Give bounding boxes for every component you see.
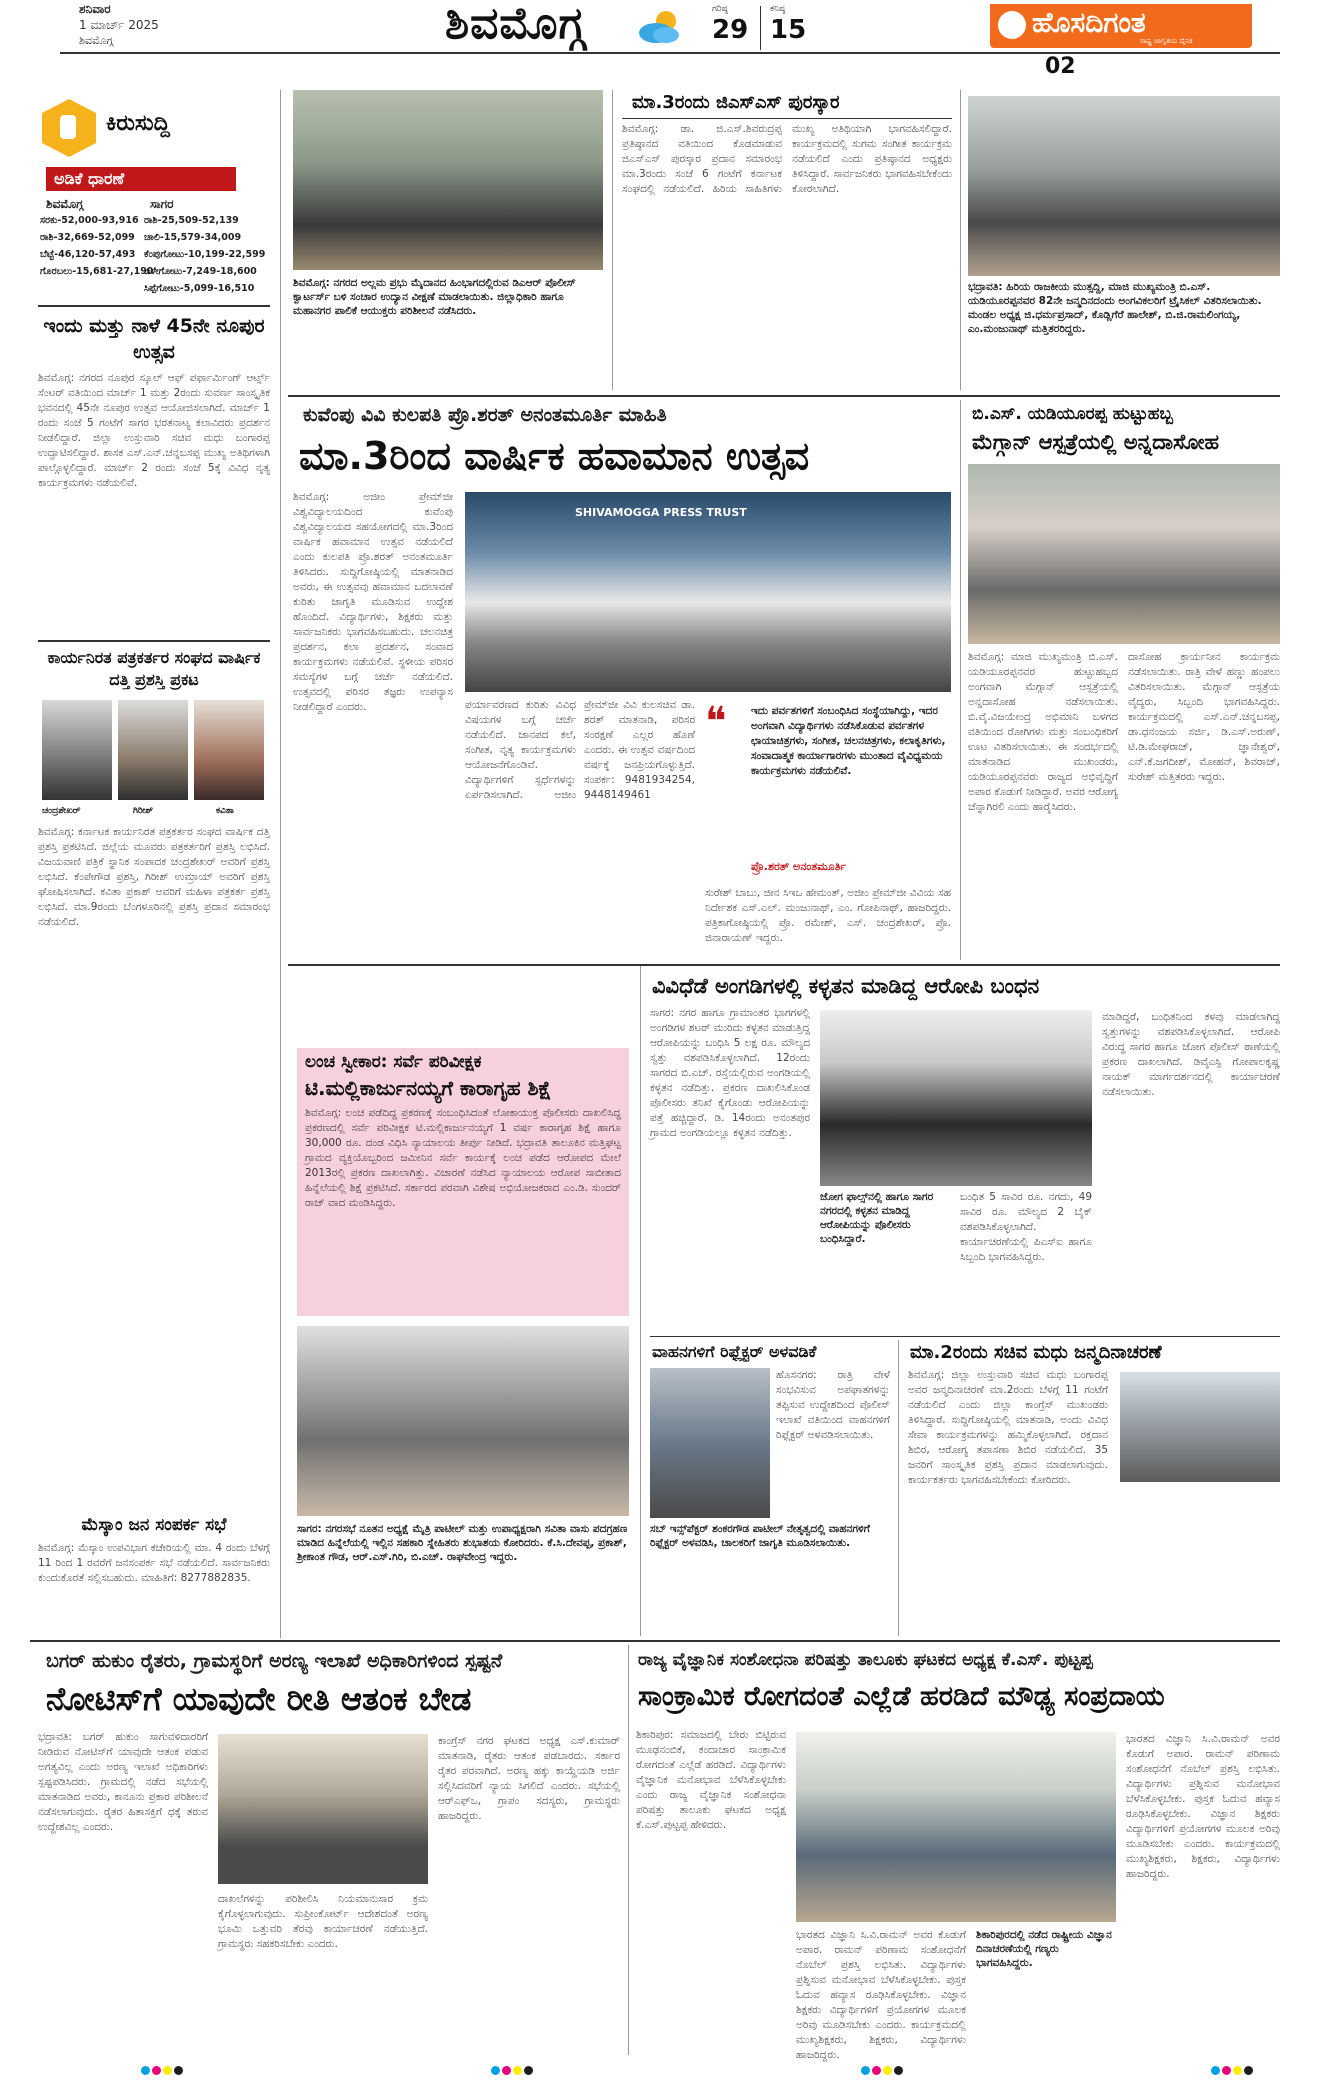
theft-body-2: ಬಂಧಿತ 5 ಸಾವಿರ ರೂ. ನಗದು, 49 ಸಾವಿರ ರೂ. ಮೌಲ್ಯದ 2 ಬೈಕ್ ವಶಪಡಿಸಿಕೊಳ್ಳಲಾಗಿದೆ. ಕಾರ್ಯಾಚರಣೆಯಲ್ಲಿ ಪಿಎಸ್‌ಐ ಹಾಗೂ ಸಿಬ್ಬಂದಿ ಭಾಗವಹಿಸಿದ್ದರು. (960, 1191, 1092, 1263)
lead-body-2: ಪರ್ಯಾವರಣದ ಕುರಿತು ವಿವಿಧ ವಿಷಯಗಳ ಬಗ್ಗೆ ಚರ್ಚೆ ನಡೆಯಲಿದೆ. ಜಾನಪದ ಕಲೆ, ಸಂಗೀತ, ನೃತ್ಯ ಕಾರ್ಯಕ್ರಮಗಳು ಆಯೋಜನೆಗೊಂಡಿವೆ. ವಿದ್ಯಾರ್ಥಿಗಳಿಗೆ ಸ್ಪರ್ಧೆಗಳನ್ನು ಏರ್ಪಡಿಸಲಾಗಿದೆ. ಅಜೀಂ ಪ್ರೇಮ್‌ಜೀ ವಿವಿ ಕುಲಸಚಿವ ಡಾ. ಶರತ್ ಮಾತನಾಡಿ, ಪರಿಸರ ಸಂರಕ್ಷಣೆ ಎಲ್ಲರ ಹೊಣೆ ಎಂದರು. ಈ ಉತ್ಸವ ವರ್ಷದಿಂದ ವರ್ಷಕ್ಕೆ ಜನಪ್ರಿಯಗೊಳ್ಳುತ್ತಿದೆ. ಸಂಪರ್ಕ: 9481934254, 9448149461 (465, 699, 695, 801)
reflector-body: ಹೊಸನಗರ: ರಾತ್ರಿ ವೇಳೆ ಸಂಭವಿಸುವ ಅಪಘಾತಗಳನ್ನು ತಪ್ಪಿಸುವ ಉದ್ದೇಶದಿಂದ ಪೊಲೀಸ್ ಇಲಾಖೆ ವತಿಯಿಂದ ವಾಹನಗಳಿಗೆ ರಿಫ್ಲೆಕ್ಟರ್ ಅಳವಡಿಸಲಾಯಿತು. (776, 1369, 890, 1441)
reg-mark-group (140, 2060, 184, 2079)
arecanut-cell: ಚಾಲಿ-15,579-34,009 (144, 232, 242, 243)
mescom-body: ಶಿವಮೊಗ್ಗ: ಮೆಸ್ಕಾಂ ಉಪವಿಭಾಗ ಕಚೇರಿಯಲ್ಲಿ ಮಾ. 4 ರಂದು ಬೆಳಗ್ಗೆ 11 ರಿಂದ 1 ರವರೆಗೆ ಜನಸಂಪರ್ಕ ಸಭೆ ನಡೆಯಲಿದೆ. ಸಾರ್ವಜನಿಕರು ಕುಂದುಕೊರತೆ ಸಲ್ಲಿಸಬಹುದು. ಮಾಹಿತಿಗೆ: 8277882835. (38, 1542, 270, 1584)
lead-body-1: ಶಿವಮೊಗ್ಗ: ಅಜೀಂ ಪ್ರೇಮ್‌ಜೀ ವಿಶ್ವವಿದ್ಯಾಲಯದಿಂದ ಕುವೆಂಪು ವಿಶ್ವವಿದ್ಯಾಲಯದ ಸಹಯೋಗದಲ್ಲಿ ಮಾ.3ರಿಂದ ವಾರ್ಷಿಕ ಹವಾಮಾನ ಉತ್ಸವ ನಡೆಯಲಿದೆ ಎಂದು ಕುಲಪತಿ ಪ್ರೊ.ಶರತ್ ಅನಂತಮೂರ್ತಿ ತಿಳಿಸಿದರು. ಸುದ್ದಿಗೋಷ್ಠಿಯಲ್ಲಿ ಮಾತನಾಡಿದ ಅವರು, ಈ ಉತ್ಸವವು ಹವಾಮಾನ ಬದಲಾವಣೆ ಕುರಿತು ಜಾಗೃತಿ ಮೂಡಿಸುವ ಉದ್ದೇಶ ಹೊಂದಿದೆ. ವಿದ್ಯಾರ್ಥಿಗಳು, ಶಿಕ್ಷಕರು ಮತ್ತು ಸಾರ್ವಜನಿಕರು ಭಾಗವಹಿಸಬಹುದು. ಚಲನಚಿತ್ರ ಪ್ರದರ್ಶನ, ಕಲಾ ಪ್ರದರ್ಶನ, ಸಂವಾದ ಕಾರ್ಯಕ್ರಮಗಳು ನಡೆಯಲಿವೆ. ಸ್ಥಳೀಯ ಪರಿಸರ ಸಮಸ್ಯೆಗಳ ಬಗ್ಗೆ ಚರ್ಚೆ ನಡೆಯಲಿದೆ. ಉತ್ಸವದಲ್ಲಿ ಪರಿಸರ ತಜ್ಞರು ಉಪನ್ಯಾಸ ನೀಡಲಿದ್ದಾರೆ ಎಂದರು. (293, 491, 453, 713)
arecanut-row (38, 266, 270, 283)
sagar-caption: ಸಾಗರ: ನಗರಸಭೆ ನೂತನ ಅಧ್ಯಕ್ಷೆ ಮೈತ್ರಿ ಪಾಟೀಲ್ ಮತ್ತು ಉಪಾಧ್ಯಕ್ಷರಾಗಿ ಸವಿತಾ ವಾಸು ಪದಗ್ರಹಣ ಮಾಡಿದ ಹಿನ್ನೆಲೆಯಲ್ಲಿ ಇಲ್ಲಿನ ಸಹಕಾರಿ ಸ್ನೇಹಿತರು ಶುಭಾಶಯ ಕೋರಿದರು. ಕೆ.ಸಿ.ದೇವಪ್ಪ, ಪ್ರಕಾಶ್, ಶ್ರೀಕಾಂತ ಗೌಡ, ಆರ್.ಎಸ್.ಗಿರಿ, ಬಿ.ಎಚ್. ರಾಘವೇಂದ್ರ ಇದ್ದರು. (297, 1523, 628, 1563)
reg-dot (163, 2066, 172, 2075)
min-temp: 15 (770, 15, 807, 45)
reg-dot (152, 2066, 161, 2075)
lead-story (293, 402, 953, 962)
theft-headline: ವಿವಿಧೆಡೆ ಅಂಗಡಿಗಳಲ್ಲಿ ಕಳ್ಳತನ ಮಾಡಿದ್ದ ಆರೋಪಿ ಬಂಧನ (652, 974, 1040, 998)
reg-dot (502, 2066, 511, 2075)
award-body: ಶಿವಮೊಗ್ಗ: ಕರ್ನಾಟಕ ಕಾರ್ಯನಿರತ ಪತ್ರಕರ್ತರ ಸಂಘದ ವಾರ್ಷಿಕ ದತ್ತಿ ಪ್ರಶಸ್ತಿ ಪ್ರಕಟಿಸಿದೆ. ಜಿಲ್ಲೆಯ ಮೂವರು ಪತ್ರಕರ್ತರಿಗೆ ಪ್ರಶಸ್ತಿ ಲಭಿಸಿದೆ. ವಿಜಯವಾಣಿ ಪತ್ರಿಕೆ ಸ್ಥಾನಿಕ ಸಂಪಾದಕ ಚಂದ್ರಶೇಖರ್ ಅವರಿಗೆ ಪ್ರಶಸ್ತಿ ಲಭಿಸಿದೆ. ಕೆಂಪೇಗೌಡ ಪ್ರಶಸ್ತಿ, ಗಿರೀಶ್ ಉಮ್ರಾಯ್ ಅವರಿಗೆ ಪ್ರಶಸ್ತಿ ಘೋಷಿಸಲಾಗಿದೆ. ಕವಿತಾ ಪ್ರಕಾಶ್ ಅವರಿಗೆ ಮಹಿಳಾ ಪತ್ರಕರ್ತ ಪ್ರಶಸ್ತಿ ಲಭಿಸಿದೆ. ಮಾ.9ರಂದು ಬೆಂಗಳೂರಿನಲ್ಲಿ ಪ್ರಶಸ್ತಿ ಪ್ರದಾನ ಸಮಾರಂಭ ನಡೆಯಲಿದೆ. (38, 826, 270, 928)
bribery-headline: ಟಿ.ಮಲ್ಲಿಕಾರ್ಜುನಯ್ಯಗೆ ಕಾರಾಗೃಹ ಶಿಕ್ಷೆ (305, 1076, 552, 1100)
reg-dot (174, 2066, 183, 2075)
photo (968, 96, 1280, 276)
arecanut-cell: ಗೊರಬಲು-15,681-27,190 (40, 266, 154, 277)
photo (1120, 1372, 1280, 1482)
reg-dot (1244, 2066, 1253, 2075)
press-photo: SHIVAMOGGA PRESS TRUST (465, 492, 951, 692)
reg-dot (524, 2066, 533, 2075)
date: 1 ಮಾರ್ಚ್ 2025 (79, 18, 159, 32)
traffic-caption: ಶಿವಮೊಗ್ಗ: ನಗರದ ಅಲ್ಲಮ ಪ್ರಭು ಮೈದಾನದ ಹಿಂಭಾಗದಲ್ಲಿರುವ ಡಿಎಆರ್ ಪೊಲೀಸ್ ಕ್ವಾರ್ಟರ್ಸ್ ಬಳಿ ಸಂಚಾರ ಉದ್ಯಾನ ವೀಕ್ಷಣೆ ಮಾಡಲಾಯಿತು. ಜಿಲ್ಲಾಧಿಕಾರಿ ಹಾಗೂ ಮಹಾನಗರ ಪಾಲಿಕೆ ಆಯುಕ್ತರು ಪರಿಶೀಲನೆ ನಡೆಸಿದರು. (293, 277, 576, 317)
bribery-kicker: ಲಂಚ ಸ್ವೀಕಾರ: ಸರ್ವೆ ಪರಿವೀಕ್ಷಕ (305, 1052, 482, 1072)
reg-dot (883, 2066, 892, 2075)
madhu-headline: ಮಾ.2ರಂದು ಸಚಿವ ಮಧು ಜನ್ಮದಿನಾಚರಣೆ (910, 1342, 1162, 1363)
arecanut-cell: ಕೆಂಪುಗೋಟು-10,199-22,599 (144, 249, 266, 260)
forest-body-2: ದಾಖಲೆಗಳನ್ನು ಪರಿಶೀಲಿಸಿ ನಿಯಮಾನುಸಾರ ಕ್ರಮ ಕೈಗೊಳ್ಳಲಾಗುವುದು. ಸುಪ್ರೀಂಕೋರ್ಟ್ ಆದೇಶದಂತೆ ಅರಣ್ಯ ಭೂಮಿ ಒತ್ತುವರಿ ತೆರವು ಕಾರ್ಯಾಚರಣೆ ನಡೆಯುತ್ತಿದೆ. ಗ್ರಾಮಸ್ಥರು ಸಹಕರಿಸಬೇಕು ಎಂದರು. (218, 1893, 428, 1950)
mescom-headline: ಮೆಸ್ಕಾಂ ಜನ ಸಂಪರ್ಕ ಸಭೆ (81, 1515, 227, 1535)
forest-story (38, 1648, 620, 2053)
max-label: ಗರಿಷ್ಠ (712, 4, 728, 14)
bsy-story (968, 402, 1280, 962)
arecanut-cell: ರಾಶಿ-25,509-52,139 (144, 215, 239, 226)
logo-icon (998, 11, 1026, 39)
science-headline: ಸಾಂಕ್ರಾಮಿಕ ರೋಗದಂತೆ ಎಲ್ಲೆಡೆ ಹರಡಿದೆ ಮೌಢ್ಯ ಸಂಪ್ರದಾಯ (638, 1681, 1165, 1712)
brand-logo: ಹೊಸದಿಗಂತ ರಾಷ್ಟ್ರ ಜಾಗೃತಿಯ ದೈನಿಕ (990, 4, 1252, 48)
lead-kicker: ಕುವೆಂಪು ವಿವಿ ಕುಲಪತಿ ಪ್ರೊ.ಶರತ್ ಅನಂತಮೂರ್ತಿ ಮಾಹಿತಿ (303, 404, 667, 426)
day: ಶನಿವಾರ (79, 2, 111, 16)
reg-mark-group (1210, 2060, 1254, 2079)
reg-dot (491, 2066, 500, 2075)
science-kicker: ರಾಜ್ಯ ವೈಜ್ಞಾನಿಕ ಸಂಶೋಧನಾ ಪರಿಷತ್ತು ತಾಲೂಕು ಘಟಕದ ಅಧ್ಯಕ್ಷ ಕೆ.ಎಸ್. ಪುಟ್ಟಪ್ಪ (638, 1650, 1093, 1670)
science-body-1: ಶಿಕಾರಿಪುರ: ಸಮಾಜದಲ್ಲಿ ಬೇರು ಬಿಟ್ಟಿರುವ ಮೂಢನಂಬಿಕೆ, ಕಂದಾಚಾರ ಸಾಂಕ್ರಾಮಿಕ ರೋಗದಂತೆ ಎಲ್ಲೆಡೆ ಹರಡಿದೆ. ವಿದ್ಯಾರ್ಥಿಗಳು ವೈಜ್ಞಾನಿಕ ಮನೋಭಾವ ಬೆಳೆಸಿಕೊಳ್ಳಬೇಕು ಎಂದು ರಾಜ್ಯ ವೈಜ್ಞಾನಿಕ ಸಂಶೋಧನಾ ಪರಿಷತ್ತು ತಾಲೂಕು ಘಟಕದ ಅಧ್ಯಕ್ಷ ಕೆ.ಎಸ್.ಪುಟ್ಟಪ್ಪ ಹೇಳಿದರು. (636, 1729, 786, 1831)
award-headline: ಕಾರ್ಯನಿರತ ಪತ್ರಕರ್ತರ ಸಂಘದ ವಾರ್ಷಿಕ ದತ್ತಿ ಪ್ರಶಸ್ತಿ ಪ್ರಕಟ (47, 648, 261, 689)
nupura-headline: ಇಂದು ಮತ್ತು ನಾಳೆ 45ನೇ ನೂಪುರ ಉತ್ಸವ (43, 315, 265, 363)
reg-mark-group (490, 2060, 534, 2079)
bribery-body: ಶಿವಮೊಗ್ಗ: ಲಂಚ ಪಡೆದಿದ್ದ ಪ್ರಕರಣಕ್ಕೆ ಸಂಬಂಧಿಸಿದಂತೆ ಲೋಕಾಯುಕ್ತ ಪೊಲೀಸರು ದಾಖಲಿಸಿದ್ದ ಪ್ರಕರಣದಲ್ಲಿ ಸರ್ವೆ ಪರಿವೀಕ್ಷಕ ಟಿ.ಮಲ್ಲಿಕಾರ್ಜುನಯ್ಯಗೆ 1 ವರ್ಷ ಕಾರಾಗೃಹ ಶಿಕ್ಷೆ ಹಾಗೂ 30,000 ರೂ. ದಂಡ ವಿಧಿಸಿ ನ್ಯಾಯಾಲಯ ತೀರ್ಪು ನೀಡಿದೆ. ಭದ್ರಾವತಿ ತಾಲೂಕಿನ ಮತ್ತಿಘಟ್ಟ ಗ್ರಾಮದ ವ್ಯಕ್ತಿಯೊಬ್ಬರಿಂದ ಜಮೀನಿನ ಸರ್ವೆ ಕಾರ್ಯಕ್ಕೆ ಲಂಚ ಪಡೆದ ಆರೋಪದ ಮೇಲೆ 2013ರಲ್ಲಿ ಪ್ರಕರಣ ದಾಖಲಾಗಿತ್ತು. ವಿಚಾರಣೆ ನಡೆಸಿದ ನ್ಯಾಯಾಲಯ ಆರೋಪ ಸಾಬೀತಾದ ಹಿನ್ನೆಲೆಯಲ್ಲಿ ಶಿಕ್ಷೆ ಪ್ರಕಟಿಸಿದೆ. ಸರ್ಕಾರದ ಪರವಾಗಿ ವಿಶೇಷ ಅಭಿಯೋಜಕರಾದ ಎಂ.ಡಿ. ಸುಂದರ್ ರಾಜ್ ವಾದ ಮಂಡಿಸಿದ್ದರು. (305, 1107, 621, 1209)
photo (297, 1326, 629, 1516)
science-body-3: ಭಾರತದ ವಿಜ್ಞಾನಿ ಸಿ.ವಿ.ರಾಮನ್ ಅವರ ಕೊಡುಗೆ ಅಪಾರ. ರಾಮನ್ ಪರಿಣಾಮ ಸಂಶೋಧನೆಗೆ ನೊಬೆಲ್ ಪ್ರಶಸ್ತಿ ಲಭಿಸಿತು. ವಿದ್ಯಾರ್ಥಿಗಳು ಪ್ರಶ್ನಿಸುವ ಮನೋಭಾವ ಬೆಳೆಸಿಕೊಳ್ಳಬೇಕು. ಪುಸ್ತಕ ಓದುವ ಹವ್ಯಾಸ ರೂಢಿಸಿಕೊಳ್ಳಬೇಕು. ವಿಜ್ಞಾನ ಶಿಕ್ಷಕರು ವಿದ್ಯಾರ್ಥಿಗಳಿಗೆ ಪ್ರಯೋಗಗಳ ಮೂಲಕ ಅರಿವು ಮೂಡಿಸಬೇಕು ಎಂದರು. ಕಾರ್ಯಕ್ರಮದಲ್ಲಿ ಮುಖ್ಯಶಿಕ್ಷಕರು, ಶಿಕ್ಷಕರು, ವಿದ್ಯಾರ್ಥಿಗಳು ಹಾಜರಿದ್ದರು. (1126, 1733, 1280, 1880)
madhu-body: ಶಿವಮೊಗ್ಗ: ಜಿಲ್ಲಾ ಉಸ್ತುವಾರಿ ಸಚಿವ ಮಧು ಬಂಗಾರಪ್ಪ ಅವರ ಜನ್ಮದಿನಾಚರಣೆ ಮಾ.2ರಂದು ಬೆಳಗ್ಗೆ 11 ಗಂಟೆಗೆ ನಡೆಯಲಿದೆ ಎಂದು ಜಿಲ್ಲಾ ಕಾಂಗ್ರೆಸ್ ಮುಖಂಡರು ತಿಳಿಸಿದ್ದಾರೆ. ಸುದ್ದಿಗೋಷ್ಠಿಯಲ್ಲಿ ಮಾತನಾಡಿ, ಅಂದು ವಿವಿಧ ಸೇವಾ ಕಾರ್ಯಕ್ರಮಗಳನ್ನು ಹಮ್ಮಿಕೊಳ್ಳಲಾಗಿದೆ. ರಕ್ತದಾನ ಶಿಬಿರ, ಆರೋಗ್ಯ ತಪಾಸಣಾ ಶಿಬಿರ ನಡೆಯಲಿದೆ. 35 ಜನರಿಗೆ ಸಾಂಸ್ಕೃತಿಕ ಪ್ರಶಸ್ತಿ ಪ್ರದಾನ ಮಾಡಲಾಗುವುದು. ಕಾರ್ಯಕರ್ತರು ಭಾಗವಹಿಸಬೇಕೆಂದು ಕೋರಿದರು. (908, 1369, 1108, 1486)
max-temp: 29 (712, 15, 749, 45)
science-caption: ಶಿಕಾರಿಪುರದಲ್ಲಿ ನಡೆದ ರಾಷ್ಟ್ರೀಯ ವಿಜ್ಞಾನ ದಿನಾಚರಣೆಯಲ್ಲಿ ಗಣ್ಯರು ಭಾಗವಹಿಸಿದ್ದರು. (976, 1929, 1112, 1969)
reg-dot (1233, 2066, 1242, 2075)
photo (650, 1368, 770, 1518)
forest-headline: ನೋಟಿಸ್‌ಗೆ ಯಾವುದೇ ರೀತಿ ಆತಂಕ ಬೇಡ (46, 1680, 472, 1718)
nupura-body: ಶಿವಮೊಗ್ಗ: ನಗರದ ನೂಪುರ ಸ್ಕೂಲ್ ಆಫ್ ಪರ್ಫಾರ್ಮಿಂಗ್ ಆರ್ಟ್ಸ್ ಸೆಂಟರ್ ವತಿಯಿಂದ ಮಾರ್ಚ್ 1 ಮತ್ತು 2ರಂದು ಸುವರ್ಣ ಸಾಂಸ್ಕೃತಿಕ ಭವನದಲ್ಲಿ 45ನೇ ನೂಪುರ ಉತ್ಸವ ಆಯೋಜಿಸಲಾಗಿದೆ. ಮಾರ್ಚ್ 1 ರಂದು ಸಂಜೆ 5 ಗಂಟೆಗೆ ಸಾಗರ ಭರತನಾಟ್ಯ ಕಲಾವಿದರು ಪ್ರದರ್ಶನ ನೀಡಲಿದ್ದಾರೆ. ಜಿಲ್ಲಾ ಉಸ್ತುವಾರಿ ಸಚಿವ ಮಧು ಬಂಗಾರಪ್ಪ ಉದ್ಘಾಟಿಸಲಿದ್ದಾರೆ. ಶಾಸಕ ಎಸ್.ಎನ್.ಚನ್ನಬಸಪ್ಪ ಮುಖ್ಯ ಅತಿಥಿಗಳಾಗಿ ಪಾಲ್ಗೊಳ್ಳಲಿದ್ದಾರೆ. ಮಾರ್ಚ್ 2 ರಂದು ಸಂಜೆ 5ಕ್ಕೆ ವಿವಿಧ ನೃತ್ಯ ಕಾರ್ಯಕ್ರಮಗಳು ನಡೆಯಲಿವೆ. (38, 372, 270, 489)
reg-dot (861, 2066, 870, 2075)
arecanut-row (38, 215, 270, 232)
kirusuddi-logo: ಕಿರುಸುದ್ದಿ (38, 97, 208, 159)
quote-icon: ❝ (705, 699, 727, 745)
hand-icon (38, 97, 100, 159)
tricycle-story (968, 96, 1280, 396)
masthead (0, 0, 1337, 82)
quote-author: ಪ್ರೊ.ಶರತ್ ಅನಂತಮೂರ್ತಿ (751, 860, 847, 873)
arecanut-banner: ಅಡಿಕೆ ಧಾರಣೆ (46, 167, 236, 191)
arecanut-cell: ಬೆಟ್ಟೆ-46,120-57,493 (40, 249, 136, 260)
theft-story (650, 972, 1280, 1332)
gss-headline: ಮಾ.3ರಂದು ಜಿಎಸ್‌ಎಸ್ ಪುರಸ್ಕಾರ (632, 92, 840, 113)
lead-body-3: ಸುರೇಶ್ ಬಾಬು, ಜೀನ ಸಿಇಒ ಹೇಮಂತ್, ಅಜೀಂ ಪ್ರೇಮ್‌ಜೀ ವಿವಿಯ ಸಹ ನಿರ್ದೇಶಕ ಎಸ್.ಎಲ್. ಮಂಜುನಾಥ್, ಎಂ. ಗೋಪಿನಾಥ್, ಹಾಜರಿದ್ದರು. ಪತ್ರಿಕಾಗೋಷ್ಠಿಯಲ್ಲಿ ಪ್ರೊ. ರಮೇಶ್, ಎಸ್. ಚಂದ್ರಶೇಖರ್, ಪ್ರೊ. ಜಿನಾರಾಯಣ್ ಇದ್ದರು. (705, 887, 951, 944)
bribery-story (297, 1048, 629, 1316)
science-story (636, 1648, 1280, 2061)
pull-quote: ❝ ಇದು ಪರ್ವತಗಳಿಗೆ ಸಂಬಂಧಿಸಿದ ಸಂಸ್ಥೆಯಾಗಿದ್ದು, ಇದರ ಅಂಗವಾಗಿ ವಿದ್ಯಾರ್ಥಿಗಳು ನಡೆಸಿಕೊಡುವ ಪರ್ವತಗಳ ಛಾಯಾಚಿತ್ರಗಳು, ಸಂಗೀತ, ಚಲನಚಿತ್ರಗಳು, ಕಲಾಕೃತಿಗಳು, ಸಂವಾದಾತ್ಮಕ ಕಾರ್ಯಾಗಾರಗಳು ಮುಂತಾದ ವೈವಿಧ್ಯಮಯ ಕಾರ್ಯಕ್ರಮಗಳು ನಡೆಯಲಿವೆ. ಪ್ರೊ.ಶರತ್ ಅನಂತಮೂರ್ತಿ (705, 699, 946, 873)
forest-body-1: ಭದ್ರಾವತಿ: ಬಗರ್ ಹುಕುಂ ಸಾಗುವಳಿದಾರರಿಗೆ ನೀಡಿರುವ ನೋಟಿಸ್‌ಗೆ ಯಾವುದೇ ಆತಂಕ ಪಡುವ ಅಗತ್ಯವಿಲ್ಲ ಎಂದು ಅರಣ್ಯ ಇಲಾಖೆ ಅಧಿಕಾರಿಗಳು ಸ್ಪಷ್ಟಪಡಿಸಿದರು. ಗ್ರಾಮದಲ್ಲಿ ನಡೆದ ಸಭೆಯಲ್ಲಿ ಮಾತನಾಡಿದ ಅವರು, ಕಾನೂನು ಪ್ರಕಾರ ಪರಿಶೀಲನೆ ನಡೆಸಲಾಗುವುದು. ರೈತರ ಹಿತಾಸಕ್ತಿಗೆ ಧಕ್ಕೆ ತರುವ ಉದ್ದೇಶವಿಲ್ಲ ಎಂದರು. (38, 1731, 208, 1833)
gss-story (622, 90, 952, 390)
sagar-council-story (297, 1326, 629, 1616)
registration-marks (0, 2060, 1337, 2074)
arecanut-row (38, 232, 270, 249)
reg-dot (141, 2066, 150, 2075)
theft-caption: ಜೋಗ ಫಾಲ್ಸ್‌ನಲ್ಲಿ ಹಾಗೂ ಸಾಗರ ನಗರದಲ್ಲಿ ಕಳ್ಳತನ ಮಾಡಿದ್ದ ಆರೋಪಿಯನ್ನು ಪೊಲೀಸರು ಬಂಧಿಸಿದ್ದಾರೆ. (820, 1191, 934, 1245)
bsy-kicker: ಬಿ.ಎಸ್. ಯಡಿಯೂರಪ್ಪ ಹುಟ್ಟುಹಬ್ಬ (972, 404, 1173, 424)
photo (218, 1734, 428, 1884)
arecanut-row (38, 283, 270, 300)
reg-dot (1211, 2066, 1220, 2075)
traffic-park-story (293, 90, 603, 390)
bsy-headline: ಮೆಗ್ಗಾನ್ ಆಸ್ಪತ್ರೆಯಲ್ಲಿ ಅನ್ನದಾಸೋಹ (972, 430, 1220, 454)
arecanut-cell: ರಾಶಿ-32,669-52,099 (40, 232, 135, 243)
photo (820, 1010, 1092, 1186)
gss-body: ಶಿವಮೊಗ್ಗ: ಡಾ. ಜಿ.ಎಸ್.ಶಿವರುದ್ರಪ್ಪ ಪ್ರತಿಷ್ಠಾನದ ವತಿಯಿಂದ ಕೊಡಮಾಡುವ ಜಿಎಸ್‌ಎಸ್ ಪುರಸ್ಕಾರ ಪ್ರದಾನ ಸಮಾರಂಭ ಮಾ.3ರಂದು ಸಂಜೆ 6 ಗಂಟೆಗೆ ಕರ್ನಾಟಕ ಸಂಘದಲ್ಲಿ ನಡೆಯಲಿದೆ. ಹಿರಿಯ ಸಾಹಿತಿಗಳು ಮುಖ್ಯ ಅತಿಥಿಯಾಗಿ ಭಾಗವಹಿಸಲಿದ್ದಾರೆ. ಕಾರ್ಯಕ್ರಮದಲ್ಲಿ ಸುಗಮ ಸಂಗೀತ ಕಾರ್ಯಕ್ರಮ ನಡೆಯಲಿದೆ ಎಂದು ಪ್ರತಿಷ್ಠಾನದ ಅಧ್ಯಕ್ಷರು ತಿಳಿಸಿದ್ದಾರೆ. ಸಾರ್ವಜನಿಕರು ಭಾಗವಹಿಸಬೇಕೆಂದು ಕೋರಲಾಗಿದೆ. (622, 123, 952, 195)
award-photos: ಚಂದ್ರಶೇಖರ್ ಗಿರೀಶ್ ಕವಿತಾ (38, 700, 270, 820)
tricycle-caption: ಭದ್ರಾವತಿ: ಹಿರಿಯ ರಾಜಕೀಯ ಮುತ್ಸದ್ದಿ, ಮಾಜಿ ಮುಖ್ಯಮಂತ್ರಿ ಬಿ.ಎಸ್. ಯಡಿಯೂರಪ್ಪನವರ 82ನೇ ಜನ್ಮದಿನದಂದು ಅಂಗವಿಕಲರಿಗೆ ಟ್ರೈಸಿಕಲ್ ವಿತರಿಸಲಾಯಿತು. ಮಂಡಲ ಅಧ್ಯಕ್ಷ ಜಿ.ಧರ್ಮಪ್ರಸಾದ್, ಕೊಡ್ಲಿಗೆರೆ ಹಾಲೇಶ್, ಬಿ.ಜಿ.ರಾಮಲಿಂಗಯ್ಯ, ಎಂ.ಮಂಜುನಾಥ್ ಮತ್ತಿತರರಿದ್ದರು. (968, 281, 1262, 335)
weather-icon (636, 8, 682, 46)
left-column (38, 95, 270, 1640)
reflector-story (650, 1340, 890, 1636)
reflector-headline: ವಾಹನಗಳಿಗೆ ರಿಫ್ಲೆಕ್ಟರ್ ಅಳವಡಿಕೆ (652, 1342, 817, 1361)
arecanut-cell: ಸರಕು-52,000-93,916 (40, 215, 139, 226)
col-shivamogga: ಶಿವಮೊಗ್ಗ (46, 197, 84, 211)
arecanut-table (38, 215, 270, 300)
reg-dot (1222, 2066, 1231, 2075)
arecanut-cell: ಬಿಳೇಗೋಟು-7,249-18,600 (144, 266, 257, 277)
theft-body-3: ಮಾಡಿದ್ದರೆ, ಬಂಧಿತನಿಂದ ಕಳವು ಮಾಡಲಾಗಿದ್ದ ಸ್ವತ್ತುಗಳನ್ನು ವಶಪಡಿಸಿಕೊಳ್ಳಲಾಗಿದೆ. ಆರೋಪಿ ವಿರುದ್ಧ ಸಾಗರ ಹಾಗೂ ಜೋಗ ಪೊಲೀಸ್ ಠಾಣೆಯಲ್ಲಿ ಪ್ರಕರಣ ದಾಖಲಾಗಿದೆ. ಡಿವೈಎಸ್ಪಿ ಗೋಪಾಲಕೃಷ್ಣ ನಾಯಕ್ ಮಾರ್ಗದರ್ಶನದಲ್ಲಿ ಕಾರ್ಯಾಚರಣೆ ನಡೆಸಲಾಯಿತು. (1102, 1011, 1280, 1098)
min-label: ಕನಿಷ್ಠ (770, 4, 786, 14)
science-body-2: ಭಾರತದ ವಿಜ್ಞಾನಿ ಸಿ.ವಿ.ರಾಮನ್ ಅವರ ಕೊಡುಗೆ ಅಪಾರ. ರಾಮನ್ ಪರಿಣಾಮ ಸಂಶೋಧನೆಗೆ ನೊಬೆಲ್ ಪ್ರಶಸ್ತಿ ಲಭಿಸಿತು. ವಿದ್ಯಾರ್ಥಿಗಳು ಪ್ರಶ್ನಿಸುವ ಮನೋಭಾವ ಬೆಳೆಸಿಕೊಳ್ಳಬೇಕು. ಪುಸ್ತಕ ಓದುವ ಹವ್ಯಾಸ ರೂಢಿಸಿಕೊಳ್ಳಬೇಕು. ವಿಜ್ಞಾನ ಶಿಕ್ಷಕರು ವಿದ್ಯಾರ್ಥಿಗಳಿಗೆ ಪ್ರಯೋಗಗಳ ಮೂಲಕ ಅರಿವು ಮೂಡಿಸಬೇಕು ಎಂದರು. ಕಾರ್ಯಕ್ರಮದಲ್ಲಿ ಮುಖ್ಯಶಿಕ್ಷಕರು, ಶಿಕ್ಷಕರು, ವಿದ್ಯಾರ್ಥಿಗಳು ಹಾಜರಿದ್ದರು. (796, 1929, 966, 2061)
col-sagar: ಸಾಗರ (150, 197, 174, 211)
photo (968, 464, 1280, 644)
reg-dot (513, 2066, 522, 2075)
arecanut-row (38, 249, 270, 266)
reg-mark-group (860, 2060, 904, 2079)
place: ಶಿವಮೊಗ್ಗ (79, 34, 114, 47)
lead-headline: ಮಾ.3ರಿಂದ ವಾರ್ಷಿಕ ಹವಾಮಾನ ಉತ್ಸವ (299, 434, 810, 478)
city-title: ಶಿವಮೊಗ್ಗ (445, 0, 586, 49)
forest-body-3: ಕಾಂಗ್ರೆಸ್ ನಗರ ಘಟಕದ ಅಧ್ಯಕ್ಷ ಎಸ್.ಕುಮಾರ್ ಮಾತನಾಡಿ, ರೈತರು ಆತಂಕ ಪಡಬಾರದು. ಸರ್ಕಾರ ರೈತರ ಪರವಾಗಿದೆ. ಅರಣ್ಯ ಹಕ್ಕು ಕಾಯ್ದೆಯಡಿ ಅರ್ಜಿ ಸಲ್ಲಿಸಿದವರಿಗೆ ನ್ಯಾಯ ಸಿಗಲಿದೆ ಎಂದರು. ಸಭೆಯಲ್ಲಿ ಆರ್‌ಎಫ್‌ಒ, ಗ್ರಾಪಂ ಸದಸ್ಯರು, ಗ್ರಾಮಸ್ಥರು ಹಾಜರಿದ್ದರು. (438, 1735, 620, 1822)
photo (293, 90, 603, 270)
bsy-body-1: ಶಿವಮೊಗ್ಗ: ಮಾಜಿ ಮುಖ್ಯಮಂತ್ರಿ ಬಿ.ಎಸ್. ಯಡಿಯೂರಪ್ಪನವರ ಹುಟ್ಟುಹಬ್ಬದ ಅಂಗವಾಗಿ ಮೆಗ್ಗಾನ್ ಆಸ್ಪತ್ರೆಯಲ್ಲಿ ಅನ್ನದಾಸೋಹ ನಡೆಸಲಾಯಿತು. ಬಿ.ವೈ.ವಿಜಯೇಂದ್ರ ಅಭಿಮಾನಿ ಬಳಗದ ವತಿಯಿಂದ ರೋಗಿಗಳು ಮತ್ತು ಸಂಬಂಧಿಕರಿಗೆ ಊಟ ವಿತರಿಸಲಾಯಿತು. ಈ ಸಂದರ್ಭದಲ್ಲಿ ಮಾತನಾಡಿದ ಮುಖಂಡರು, ಯಡಿಯೂರಪ್ಪನವರು ರಾಜ್ಯದ ಅಭಿವೃದ್ಧಿಗೆ ಅಪಾರ ಕೊಡುಗೆ ನೀಡಿದ್ದಾರೆ. ಅವರ ಆರೋಗ್ಯ ಚೆನ್ನಾಗಿರಲಿ ಎಂದು ಹಾರೈಸಿದರು. (968, 651, 1118, 813)
bsy-body-2: ದಾಸೋಹ ಕ್ರಾರ್ಯನೀನ ಕಾರ್ಯಕ್ರಮ ನಡೆಸಲಾಯಿತು. ರಾತ್ರಿ ವೇಳೆ ಹಣ್ಣು ಹಂಪಲು ವಿತರಿಸಲಾಯಿತು. ಮೆಗ್ಗಾನ್ ಆಸ್ಪತ್ರೆಯ ವೈದ್ಯರು, ಸಿಬ್ಬಂದಿ ಭಾಗವಹಿಸಿದ್ದರು. ಕಾರ್ಯಕ್ರಮದಲ್ಲಿ ಎಸ್.ಎನ್.ಚನ್ನಬಸಪ್ಪ, ಡಾ.ಧನಂಜಯ ಸರ್ಜಿ, ಡಿ.ಎಸ್.ಅರುಣ್, ಟಿ.ಡಿ.ಮೇಘರಾಜ್, ಜ್ಞಾನೇಶ್ವರ್, ಎನ್.ಕೆ.ಜಗದೀಶ್, ಮೋಹನ್, ಶಿವರಾಜ್, ಸುರೇಶ್ ಮತ್ತಿತರರು ಇದ್ದರು. (1128, 651, 1280, 783)
arecanut-cell: ಸಿಪ್ಪೆಗೋಟು-5,099-16,510 (144, 283, 255, 294)
photo (796, 1732, 1116, 1922)
reflector-caption: ಸಬ್ ಇನ್ಸ್‌ಪೆಕ್ಟರ್ ಶಂಕರಗೌಡ ಪಾಟೀಲ್ ನೇತೃತ್ವದಲ್ಲಿ ವಾಹನಗಳಿಗೆ ರಿಫ್ಲೆಕ್ಟರ್ ಅಳವಡಿಸಿ, ಚಾಲಕರಿಗೆ ಜಾಗೃತಿ ಮೂಡಿಸಲಾಯಿತು. (650, 1523, 870, 1549)
madhu-story (908, 1340, 1280, 1636)
reg-dot (872, 2066, 881, 2075)
theft-body-1: ಸಾಗರ: ನಗರ ಹಾಗೂ ಗ್ರಾಮಾಂತರ ಭಾಗಗಳಲ್ಲಿ ಅಂಗಡಿಗಳ ಶಟರ್ ಮುರಿದು ಕಳ್ಳತನ ಮಾಡುತ್ತಿದ್ದ ಆರೋಪಿಯನ್ನು ಬಂಧಿಸಿ 5 ಲಕ್ಷ ರೂ. ಮೌಲ್ಯದ ಸ್ವತ್ತು ವಶಪಡಿಸಿಕೊಳ್ಳಲಾಗಿದೆ. 12ರಂದು ಸಾಗರದ ಬಿ.ಎಚ್. ರಸ್ತೆಯಲ್ಲಿರುವ ಅಂಗಡಿಯಲ್ಲಿ ಕಳ್ಳತನ ನಡೆದಿತ್ತು. ಪ್ರಕರಣ ದಾಖಲಿಸಿಕೊಂಡ ಪೊಲೀಸರು ತನಿಖೆ ಕೈಗೊಂಡು ಆರೋಪಿಯನ್ನು ಪತ್ತೆ ಹಚ್ಚಿದ್ದಾರೆ. ಡಿ. 14ರಂದು ಅನಂತಪುರ ಗ್ರಾಮದ ಅಂಗಡಿಯಲ್ಲೂ ಕಳ್ಳತನ ನಡೆದಿತ್ತು. (650, 1007, 810, 1139)
page-number: 02 (1045, 54, 1076, 79)
reg-dot (894, 2066, 903, 2075)
forest-kicker: ಬಗರ್ ಹುಕುಂ ರೈತರು, ಗ್ರಾಮಸ್ಥರಿಗೆ ಅರಣ್ಯ ಇಲಾಖೆ ಅಧಿಕಾರಿಗಳಿಂದ ಸ್ಪಷ್ಟನೆ (46, 1650, 503, 1672)
